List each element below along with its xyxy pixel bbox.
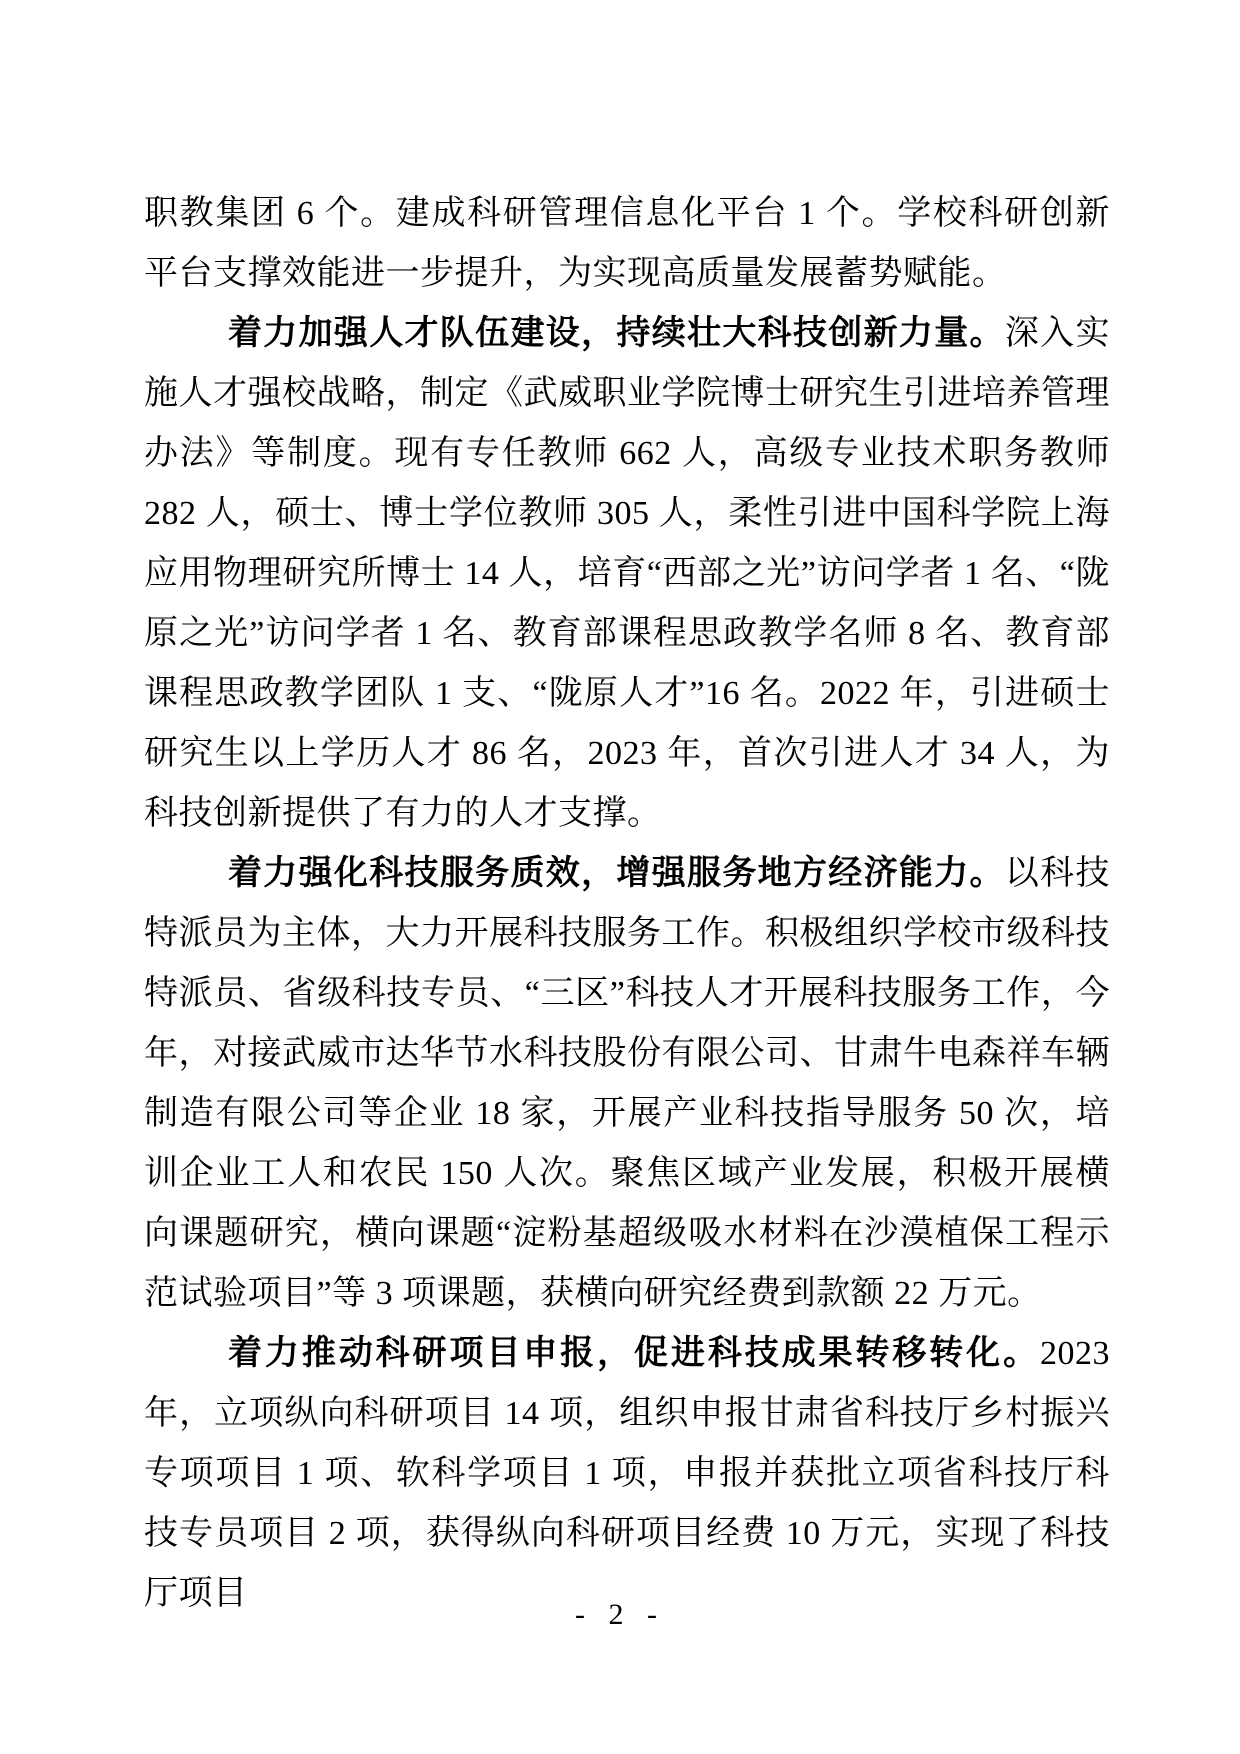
paragraph-lead-bold: 着力强化科技服务质效，增强服务地方经济能力。 [228, 855, 1005, 892]
paragraph [144, 304, 1110, 844]
document-body [144, 184, 1110, 1624]
page-number: - 2 - [575, 1598, 665, 1631]
paragraph-text: 职教集团 6 个。建成科研管理信息化平台 1 个。学校科研创新平台支撑效能进一步提升，为实现高质量发展蓄势赋能。 [144, 195, 1110, 292]
paragraph-text: 2023 年，立项纵向科研项目 14 项，组织申报甘肃省科技厅乡村振兴专项项目 1 项、软科学项目 1 项，申报并获批立项省科技厅科技专员项目 2 项，获得纵向科研项目经费 10 万元，实现了科技厅项目 [144, 1335, 1110, 1612]
paragraph-text: 以科技特派员为主体，大力开展科技服务工作。积极组织学校市级科技特派员、省级科技专员、“三区”科技人才开展科技服务工作，今年，对接武威市达华节水科技股份有限公司、甘肃牛电森祥车辆制造有限公司等企业 18 家，开展产业科技指导服务 50 次，培训企业工人和农民 150 人次。聚焦区域产业发展，积极开展横向课题研究，横向课题“淀粉基超级吸水材料在沙漠植保工程示范试验项目”等 3 项课题，获横向研究经费到款额 22 万元。 [144, 855, 1110, 1312]
paragraph [144, 844, 1110, 1324]
paragraph [144, 1324, 1110, 1624]
paragraph-lead-bold: 着力推动科研项目申报，促进科技成果转移转化。 [228, 1335, 1040, 1372]
paragraph-lead-bold: 着力加强人才队伍建设，持续壮大科技创新力量。 [228, 315, 1005, 352]
paragraph-text: 深入实施人才强校战略，制定《武威职业学院博士研究生引进培养管理办法》等制度。现有专任教师 662 人，高级专业技术职务教师 282 人，硕士、博士学位教师 305 人，柔性引进中国科学院上海应用物理研究所博士 14 人，培育“西部之光”访问学者 1 名、“陇原之光”访问学者 1 名、教育部课程思政教学名师 8 名、教育部课程思政教学团队 1 支、“陇原人才”16 名。2022 年，引进硕士研究生以上学历人才 86 名，2023 年，首次引进人才 34 人，为科技创新提供了有力的人才支撑。 [144, 315, 1110, 832]
paragraph [144, 184, 1110, 304]
